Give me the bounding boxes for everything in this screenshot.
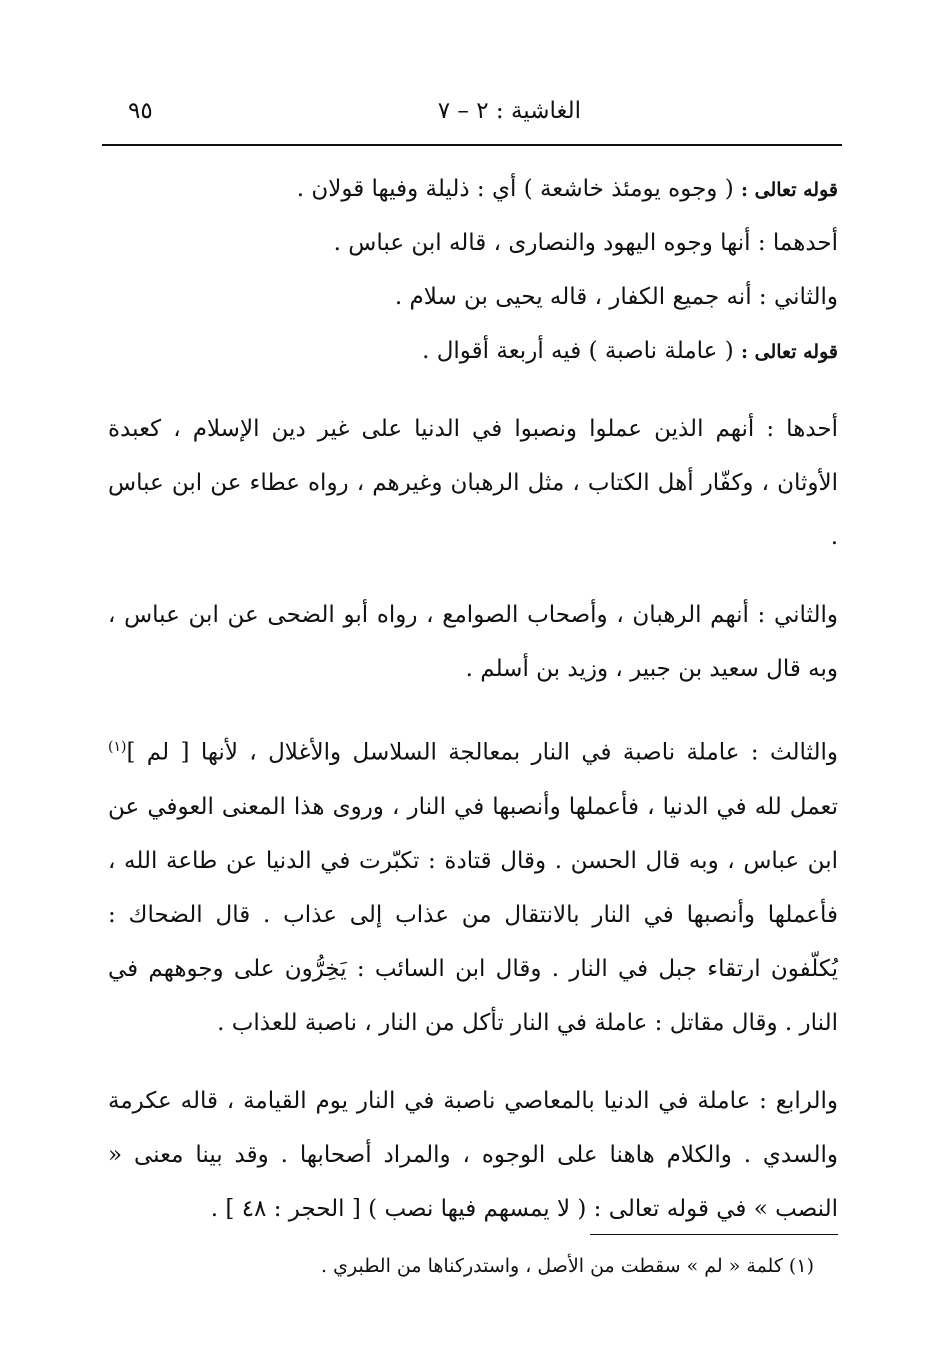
footnote: (١) كلمة « لم » سقطت من الأصل ، واستدركناها من الطبري . <box>321 1255 814 1277</box>
verse-entry-1 <box>108 162 838 216</box>
header-divider <box>102 144 842 146</box>
verse-term: قوله تعالى : <box>741 341 838 363</box>
paragraph-fourth-opinion <box>108 1074 838 1236</box>
footnote-marker: (١) <box>108 739 127 755</box>
verse-entry-2 <box>108 324 838 378</box>
footnote-divider <box>590 1234 838 1235</box>
running-header <box>100 96 836 136</box>
page-number: ٩٥ <box>128 98 153 124</box>
opinion-text: والثاني : أنه جميع الكفار ، قاله يحيى بن سلام . <box>394 284 838 310</box>
paragraph-first-opinion <box>108 402 838 564</box>
verse-entry-text: ( عاملة ناصبة ) فيه أربعة أقوال . <box>422 338 734 364</box>
paragraph-text: والرابع : عاملة في الدنيا بالمعاصي ناصبة في النار يوم القيامة ، قاله عكرمة والسدي . والكلام هاهنا على الوجوه ، والمراد أصحابها . وقد بينا معنى « النصب » في قوله تعالى : ( لا يمسهم فيها نصب ) [ الحجر : ٤٨ ] . <box>108 1087 838 1222</box>
opinion-text: أحدهما : أنها وجوه اليهود والنصارى ، قاله ابن عباس . <box>333 230 838 256</box>
paragraph-text: أحدها : أنهم الذين عملوا ونصبوا في الدنيا على غير دين الإسلام ، كعبدة الأوثان ، وكفّار أهل الكتاب ، مثل الرهبان وغيرهم ، رواه عطاء عن ابن عباس . <box>108 416 838 550</box>
paragraph-text: والثاني : أنهم الرهبان ، وأصحاب الصوامع ، رواه أبو الضحى عن ابن عباس ، وبه قال سعيد بن جبير ، وزيد بن أسلم . <box>108 602 838 682</box>
paragraph-third-opinion <box>108 720 838 1050</box>
tafsir-text <box>108 162 838 1260</box>
paragraph-second-opinion <box>108 588 838 696</box>
verse-entry-text: ( وجوه يومئذ خاشعة ) أي : ذليلة وفيها قولان . <box>296 176 734 202</box>
paragraph-text-after: تعمل لله في الدنيا ، فأعملها وأنصبها في النار ، وروى هذا المعنى العوفي عن ابن عباس ، وبه قال الحسن . وقال قتادة : تكبّرت في الدنيا عن طاعة الله ، فأعملها وأنصبها في النار بالانتقال من عذاب إلى عذاب . قال الضحاك : يُكلّفون ارتقاء جبل في النار . وقال ابن السائب : يَخِرُّون على وجوههم في النار . وقال مقاتل : عاملة في النار تأكل من النار ، ناصبة للعذاب . <box>108 793 838 1036</box>
opinion-entry-1 <box>108 216 838 270</box>
verse-term: قوله تعالى : <box>741 179 838 201</box>
opinion-entry-2 <box>108 270 838 324</box>
paragraph-text-before: والثالث : عاملة ناصبة في النار بمعالجة السلاسل والأغلال ، لأنها [ لم ] <box>126 739 838 766</box>
surah-title: الغاشية : ٢ – ٧ <box>437 98 581 124</box>
